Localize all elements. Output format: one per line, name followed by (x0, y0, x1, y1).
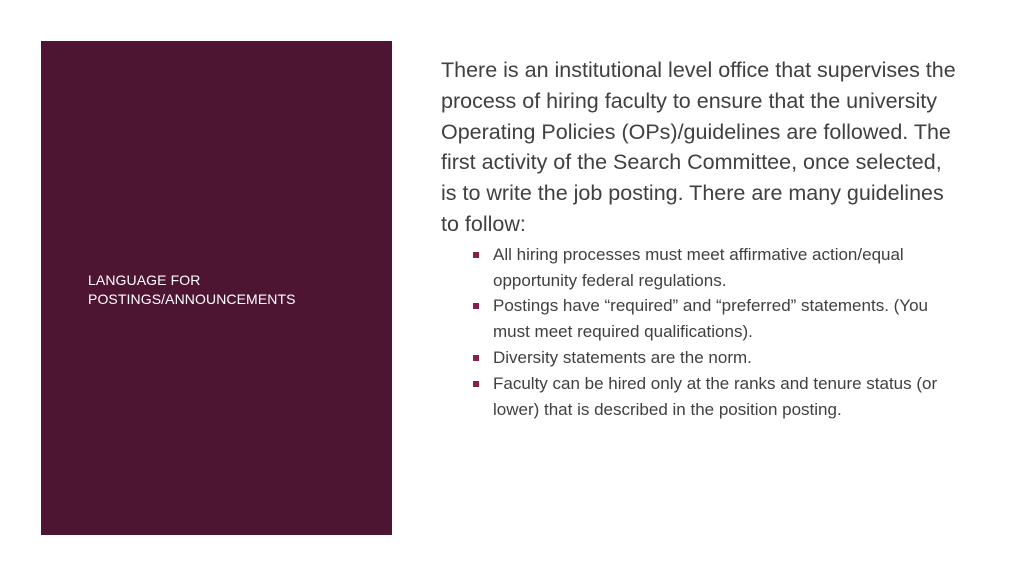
square-bullet-icon (473, 381, 479, 387)
bullet-list (441, 242, 961, 423)
list-item (441, 242, 961, 294)
list-item (441, 293, 961, 345)
intro-paragraph: There is an institutional level office that supervises the process of hiring faculty to ensure that the university Operating Policies (OPs)/guidelines are followed. The first activity of the Search Committee, once selected, is to write the job posting. There are many guidelines to follow: (441, 58, 956, 236)
bullet-text: Diversity statements are the norm. (493, 347, 752, 367)
list-item (441, 345, 961, 371)
square-bullet-icon (473, 355, 479, 361)
list-item (441, 371, 961, 423)
square-bullet-icon (473, 303, 479, 309)
slide-content (441, 55, 961, 422)
title-panel (41, 41, 392, 535)
bullet-text: Postings have “required” and “preferred” statements. (You must meet required qualifications). (493, 296, 928, 342)
slide-title: LANGUAGE FOR POSTINGS/ANNOUNCEMENTS (88, 272, 296, 307)
bullet-text: Faculty can be hired only at the ranks and tenure status (or lower) that is described in the position posting. (493, 373, 938, 419)
square-bullet-icon (473, 252, 479, 258)
bullet-text: All hiring processes must meet affirmative action/equal opportunity federal regulations. (493, 244, 904, 290)
